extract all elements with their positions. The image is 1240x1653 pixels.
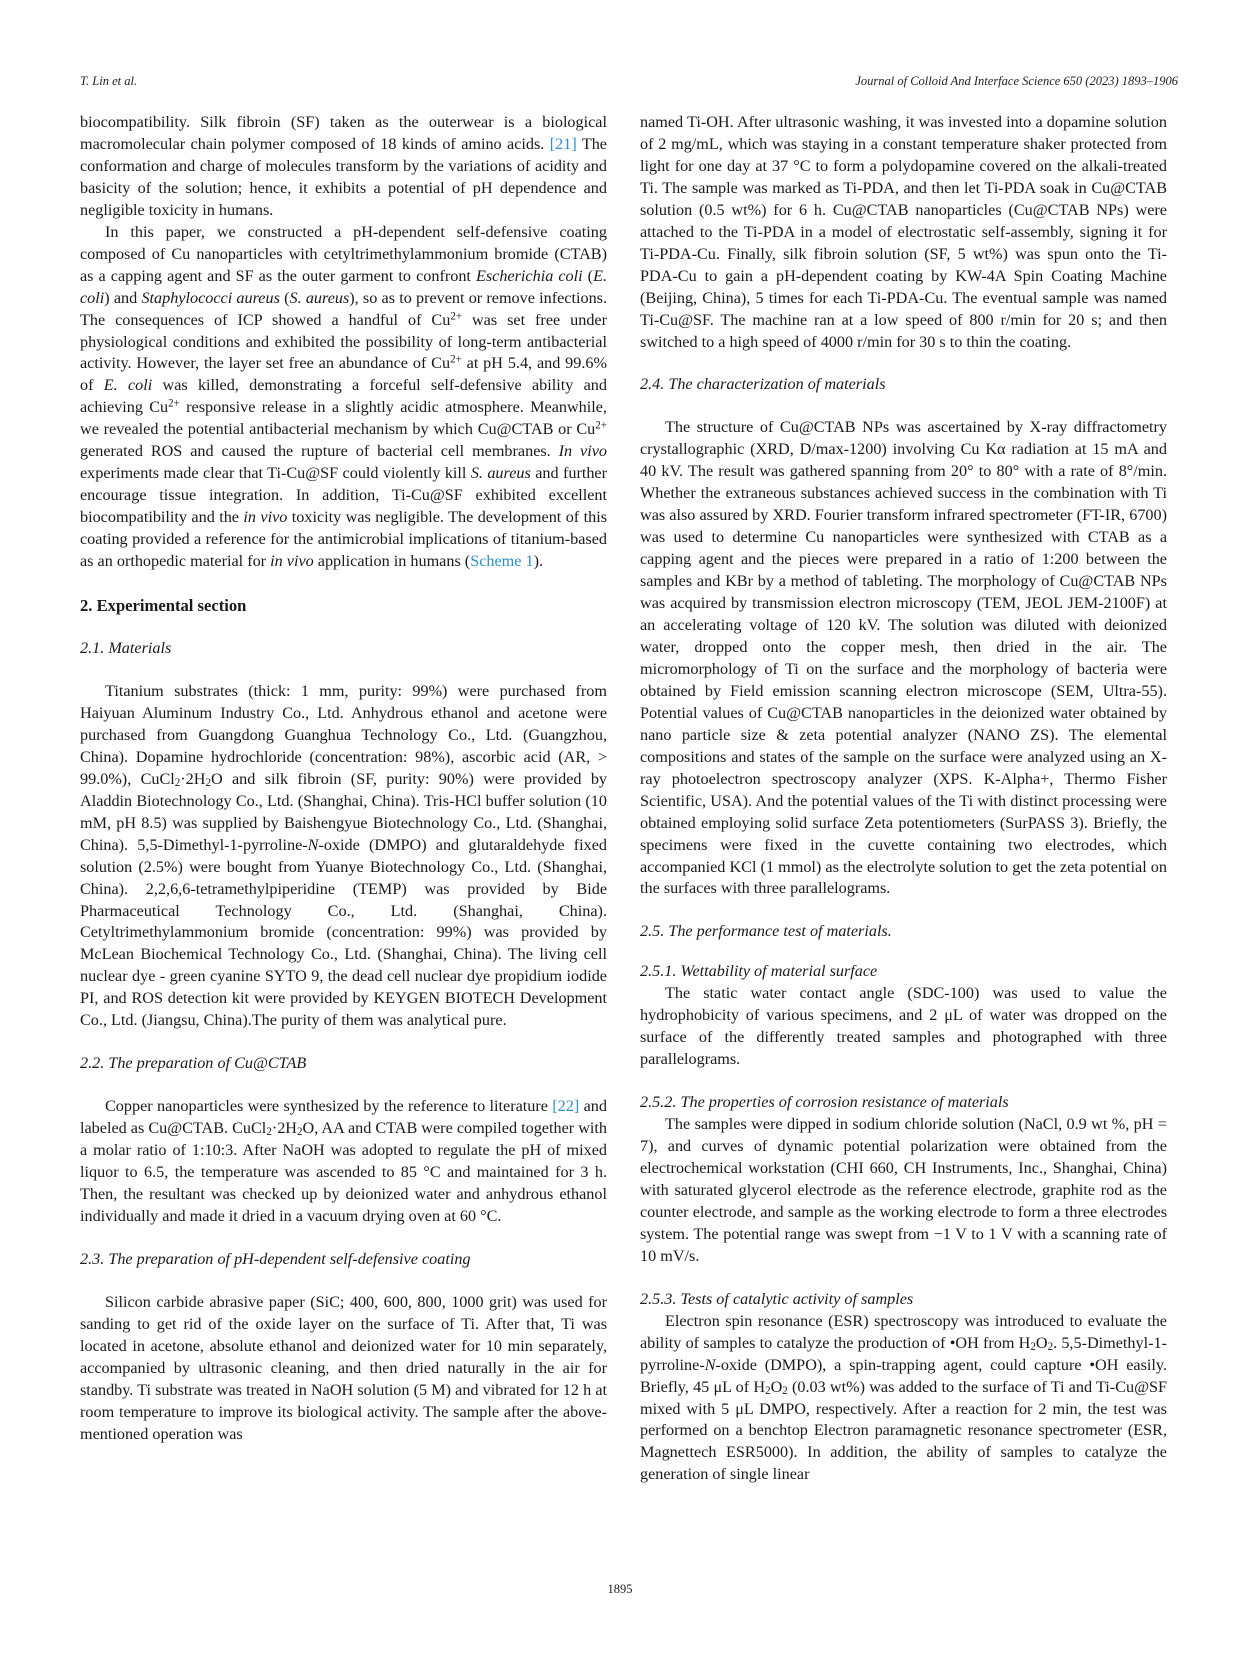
page-number: 1895 [607, 1582, 633, 1596]
subsubsection-heading-wettability: 2.5.1. Wettability of material surface [640, 962, 878, 981]
materials-paragraph: Titanium substrates (thick: 1 mm, purity: 99%) were purchased from Haiyuan Aluminum Industry Co., Ltd. Anhydrous ethanol and acetone were purchased from Guangdong Guanghua Technology Co., Ltd. (Guangzhou, China). Dopamine hydrochloride (concentration: 98%), ascorbic acid (AR, > 99.0%), $CuCl_2\cdot 2H_2O$ and silk fibroin (SF, purity: 90%) were provided by Aladdin Biotechnology Co., Ltd. (Shanghai, China). Tris-HCl buffer solution (10 mM, pH 8.5) was supplied by Baishengyue Biotechnology Co., Ltd. (Shanghai, China). 5,5-Dimethyl-1-pyrroline-N-oxide (DMPO) and glutaraldehyde fixed solution (2.5%) were bought from Yuanye Biotechnology Co., Ltd. (Shanghai, China). 2,2,6,6-tetramethylpiperidine (TEMP) was provided by Bide Pharmaceutical Technology Co., Ltd. (Shanghai, China). Cetyltrimethylammonium bromide (concentration: 99%) was provided by McLean Biochemical Technology Co., Ltd. (Shanghai, China). The living cell nuclear dye - green cyanine SYTO 9, the dead cell nuclear dye propidium iodide PI, and ROS detection kit were provided by KEYGEN BIOTECH Development Co., Ltd. (Jiangsu, China).The purity of them was analytical pure. [80, 681, 608, 1030]
subsection-heading-materials: 2.1. Materials [80, 639, 172, 658]
left-column [80, 112, 607, 1446]
intro-paragraph-2: In this paper, we constructed a pH-dependent self-defensive coating composed of Cu nanoparticles with cetyltrimethylammonium bromide (CTAB) as a capping agent and SF as the outer garment to confront Escherichia coli (E. coli) and Staphylococci aureus (S. aureus), so as to prevent or remove infections. The consequences of ICP showed a handful of $Cu^{2+}$ was set free under physiological conditions and exhibited the possibility of long-term antibacterial activity. However, the layer set free an abundance of $Cu^{2+}$ at pH 5.4, and 99.6% of E. coli was killed, demonstrating a forceful self-defensive ability and achieving $Cu^{2+}$ responsive release in a slightly acidic atmosphere. Meanwhile, we revealed the potential antibacterial mechanism by which Cu@CTAB or $Cu^{2+}$ generated ROS and caused the rupture of bacterial cell membranes. In vivo experiments made clear that Ti-Cu@SF could violently kill S. aureus and further encourage tissue integration. In addition, Ti-Cu@SF exhibited excellent biocompatibility and the in vivo toxicity was negligible. The development of this coating provided a reference for the antimicrobial implications of titanium-based as an orthopedic material for in vivo application in humans (Scheme 1). [80, 222, 608, 571]
subsubsection-heading-catalytic: 2.5.3. Tests of catalytic activity of samples [640, 1289, 914, 1308]
subsection-heading-performance: 2.5. The performance test of materials. [640, 922, 892, 941]
subsection-heading-coating: 2.3. The preparation of pH-dependent self-defensive coating [80, 1249, 471, 1268]
right-column [640, 112, 1167, 1486]
subsubsection-heading-corrosion: 2.5.2. The properties of corrosion resistance of materials [640, 1093, 1009, 1112]
subsection-heading-cu-ctab: 2.2. The preparation of Cu@CTAB [80, 1054, 307, 1073]
coating-paragraph-continued: named Ti-OH. After ultrasonic washing, it was invested into a dopamine solution of 2 mg/mL, which was staying in a constant temperature shaker protected from light for one day at 37 °C to form a polydopamine covered on the alkali-treated Ti. The sample was marked as Ti-PDA, and then let Ti-PDA soak in Cu@CTAB solution (0.5 wt%) for 6 h. Cu@CTAB nanoparticles (Cu@CTAB NPs) were attached to the Ti-PDA in a model of electrostatic self-assembly, signing it for Ti-PDA-Cu. Finally, silk fibroin solution (SF, 5 wt%) was spun onto the Ti-PDA-Cu to gain a pH-dependent coating by KW-4A Spin Coating Machine (Beijing, China), 5 times for each Ti-PDA-Cu. The eventual sample was named Ti-Cu@SF. The machine ran at a low speed of 800 r/min for 20 s; and then switched to a high speed of 4000 r/min for 30 s to thin the coating. [640, 113, 1167, 351]
subsection-heading-characterization: 2.4. The characterization of materials [640, 375, 886, 394]
running-head-journal: Journal of Colloid And Interface Science 650 (2023) 1893–1906 [855, 74, 1178, 88]
wettability-paragraph: The static water contact angle (SDC-100) was used to value the hydrophobicity of various specimens, and 2 μL of water was dropped on the surface of the differently treated samples and photographed with three parallelograms. [640, 984, 1167, 1069]
intro-paragraph-1: biocompatibility. Silk fibroin (SF) taken as the outerwear is a biological macromolecular chain polymer composed of 18 kinds of amino acids. [21] The conformation and charge of molecules transform by the variations of acidity and basicity of the solution; hence, it exhibits a potential of pH dependence and negligible toxicity in humans. [80, 113, 607, 219]
catalytic-paragraph: Electron spin resonance (ESR) spectroscopy was introduced to evaluate the ability of samples to catalyze the production of •OH from $H_2O_2$. 5,5-Dimethyl-1-pyrroline-N-oxide (DMPO), a spin-trapping agent, could capture •OH easily. Briefly, 45 μL of $H_2O_2$ (0.03 wt%) was added to the surface of Ti and Ti-Cu@SF mixed with 5 μL DMPO, respectively. After a reaction for 2 min, the test was performed on a benchtop Electron paramagnetic resonance spectrometer (ESR, Magnettech ESR5000). In addition, the ability of samples to catalyze the generation of single linear [640, 1311, 1167, 1484]
coating-paragraph: Silicon carbide abrasive paper (SiC; 400, 600, 800, 1000 grit) was used for sanding to get rid of the oxide layer on the surface of Ti. After that, Ti was located in acetone, absolute ethanol and deionized water for 10 min separately, accompanied by ultrasonic cleaning, and then dried naturally in the air for standby. Ti substrate was treated in NaOH solution (5 M) and vibrated for 12 h at room temperature to improve its biological activity. The sample after the above-mentioned operation was [80, 1292, 607, 1443]
section-heading-experimental: 2. Experimental section [80, 596, 247, 616]
characterization-paragraph: The structure of Cu@CTAB NPs was ascertained by X-ray diffractometry crystallographic (XRD, D/max-1200) involving Cu Kα radiation at 15 mA and 40 kV. The result was gathered spanning from 20° to 80° with a rate of 8°/min. Whether the extraneous substances achieved success in the combination with Ti was also assured by XRD. Fourier transform infrared spectrometer (FT-IR, 6700) was used to determine Cu nanoparticles were synthesized with CTAB as a capping agent and the pieces were prepared in a ratio of 1:200 between the samples and KBr by a method of tableting. The morphology of Cu@CTAB NPs was acquired by transmission electron microscopy (TEM, JEOL JEM-2100F) at an accelerating voltage of 120 kV. The solution was diluted with deionized water, dropped onto the copper mesh, then dried in the air. The micromorphology of Ti on the surface and the morphology of bacteria were obtained by Field emission scanning electron microscope (SEM, Ultra-55). Potential values of Cu@CTAB nanoparticles in the deionized water obtained by nano particle size & zeta potential analyzer (NANO ZS). The elemental compositions and states of the sample on the surface were analyzed using an X-ray photoelectron spectroscopy analyzer (XPS. K-Alpha+, Thermo Fisher Scientific, USA). And the potential values of the Ti with distinct processing were obtained employing solid surface Zeta potentiometers (SurPASS 3). Briefly, the specimens were fixed in the cuvette containing two electrodes, which accompanied KCl (1 mmol) as the electrolyte solution to get the zeta potential on the surfaces with three parallelograms. [640, 418, 1167, 898]
running-head-authors: T. Lin et al. [80, 74, 138, 88]
reference-link-22[interactable]: [22] [552, 1097, 580, 1116]
corrosion-paragraph: The samples were dipped in sodium chloride solution (NaCl, 0.9 wt %, pH = 7), and curves of dynamic potential polarization were obtained from the electrochemical workstation (CHI 660, CH Instruments, Inc., Shanghai, China) with saturated glycerol electrode as the reference electrode, graphite rod as the counter electrode, and sample as the working electrode to form a three electrodes system. The potential range was swept from −1 V to 1 V with a scanning rate of 10 mV/s. [640, 1115, 1167, 1265]
cu-ctab-paragraph: Copper nanoparticles were synthesized by the reference to literature [22] and labeled as Cu@CTAB. $CuCl_2\cdot 2H_2O$, AA and CTAB were compiled together with a molar ratio of 1:10:3. After NaOH was adopted to regulate the pH of mixed liquor to 6.5, the temperature was ascended to 85 °C and maintained for 3 h. Then, the resultant was checked up by deionized water and anhydrous ethanol individually and made it dried in a vacuum drying oven at 60 °C. [80, 1097, 607, 1225]
reference-link-21[interactable]: [21] [549, 134, 577, 153]
scheme-1-link[interactable]: Scheme 1 [470, 552, 534, 571]
